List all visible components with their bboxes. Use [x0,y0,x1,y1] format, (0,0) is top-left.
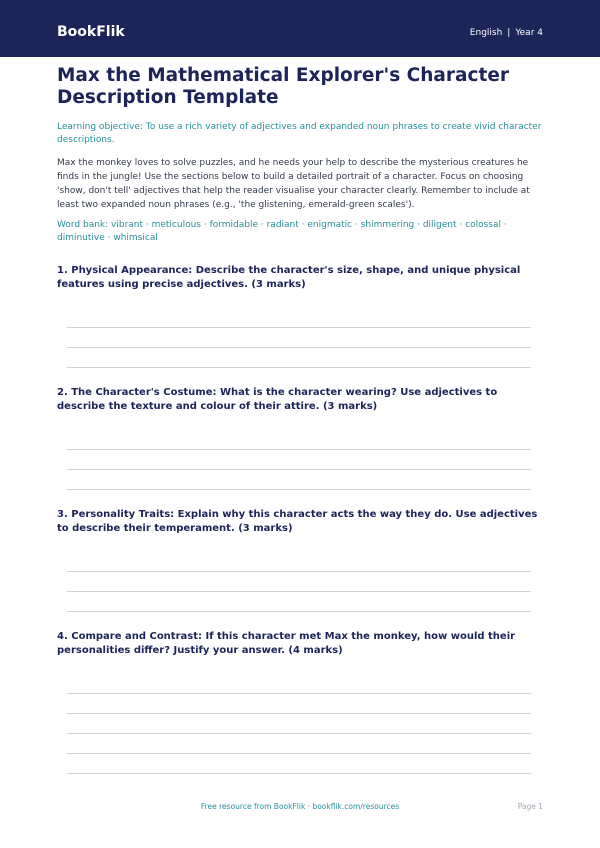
answer-line[interactable] [67,489,531,490]
footer-resource-link[interactable]: Free resource from BookFlik · bookflik.com/resources [200,802,400,811]
answer-line[interactable] [67,713,531,714]
year-label: Year 4 [515,28,543,38]
question-4: 4. Compare and Contrast: If this character met Max the monkey, how would their personalities differ? Justify your answer. (4 marks) [57,631,516,656]
question-2: 2. The Character's Costume: What is the character wearing? Use adjectives to describe the texture and colour of their attire. (3 marks) [57,387,498,412]
learning-objective: Learning objective: To use a rich variety of adjectives and expanded noun phrases to create vivid character descriptions. [57,122,542,145]
answer-line[interactable] [67,347,531,348]
word-bank: Word bank: vibrant · meticulous · formidable · radiant · enigmatic · shimmering · diligent · colossal · diminutive · whimsical [57,220,507,243]
answer-line[interactable] [67,753,531,754]
brand-logo[interactable]: BookFlik [57,24,125,40]
page-number: Page 1 [517,802,543,811]
answer-line[interactable] [67,571,531,572]
answer-line[interactable] [67,591,531,592]
answer-line[interactable] [67,327,531,328]
question-3: 3. Personality Traits: Explain why this character acts the way they do. Use adjectives to describe their temperament. (3 marks) [57,509,538,534]
answer-line[interactable] [67,449,531,450]
question-1: 1. Physical Appearance: Describe the character's size, shape, and unique physical features using precise adjectives. (3 marks) [57,265,521,290]
answer-line[interactable] [67,469,531,470]
site-header [0,0,600,57]
answer-line[interactable] [67,367,531,368]
worksheet-title: Max the Mathematical Explorer's Character Description Template [57,65,509,108]
answer-line[interactable] [67,733,531,734]
answer-line[interactable] [67,773,531,774]
intro-paragraph: Max the monkey loves to solve puzzles, and he needs your help to describe the mysterious creatures he finds in the jungle! Use the sections below to build a detailed portrait of a character. Focus on choosing 'show, don't tell' adjectives that help the reader visualise your character clearly. Remember to include at least two expanded noun phrases (e.g., 'the glistening, emerald-green scales'). [57,158,530,210]
subject-label: English [469,28,503,38]
header-meta [470,27,543,39]
meta-separator: | [507,28,511,38]
answer-line[interactable] [67,693,531,694]
answer-line[interactable] [67,611,531,612]
